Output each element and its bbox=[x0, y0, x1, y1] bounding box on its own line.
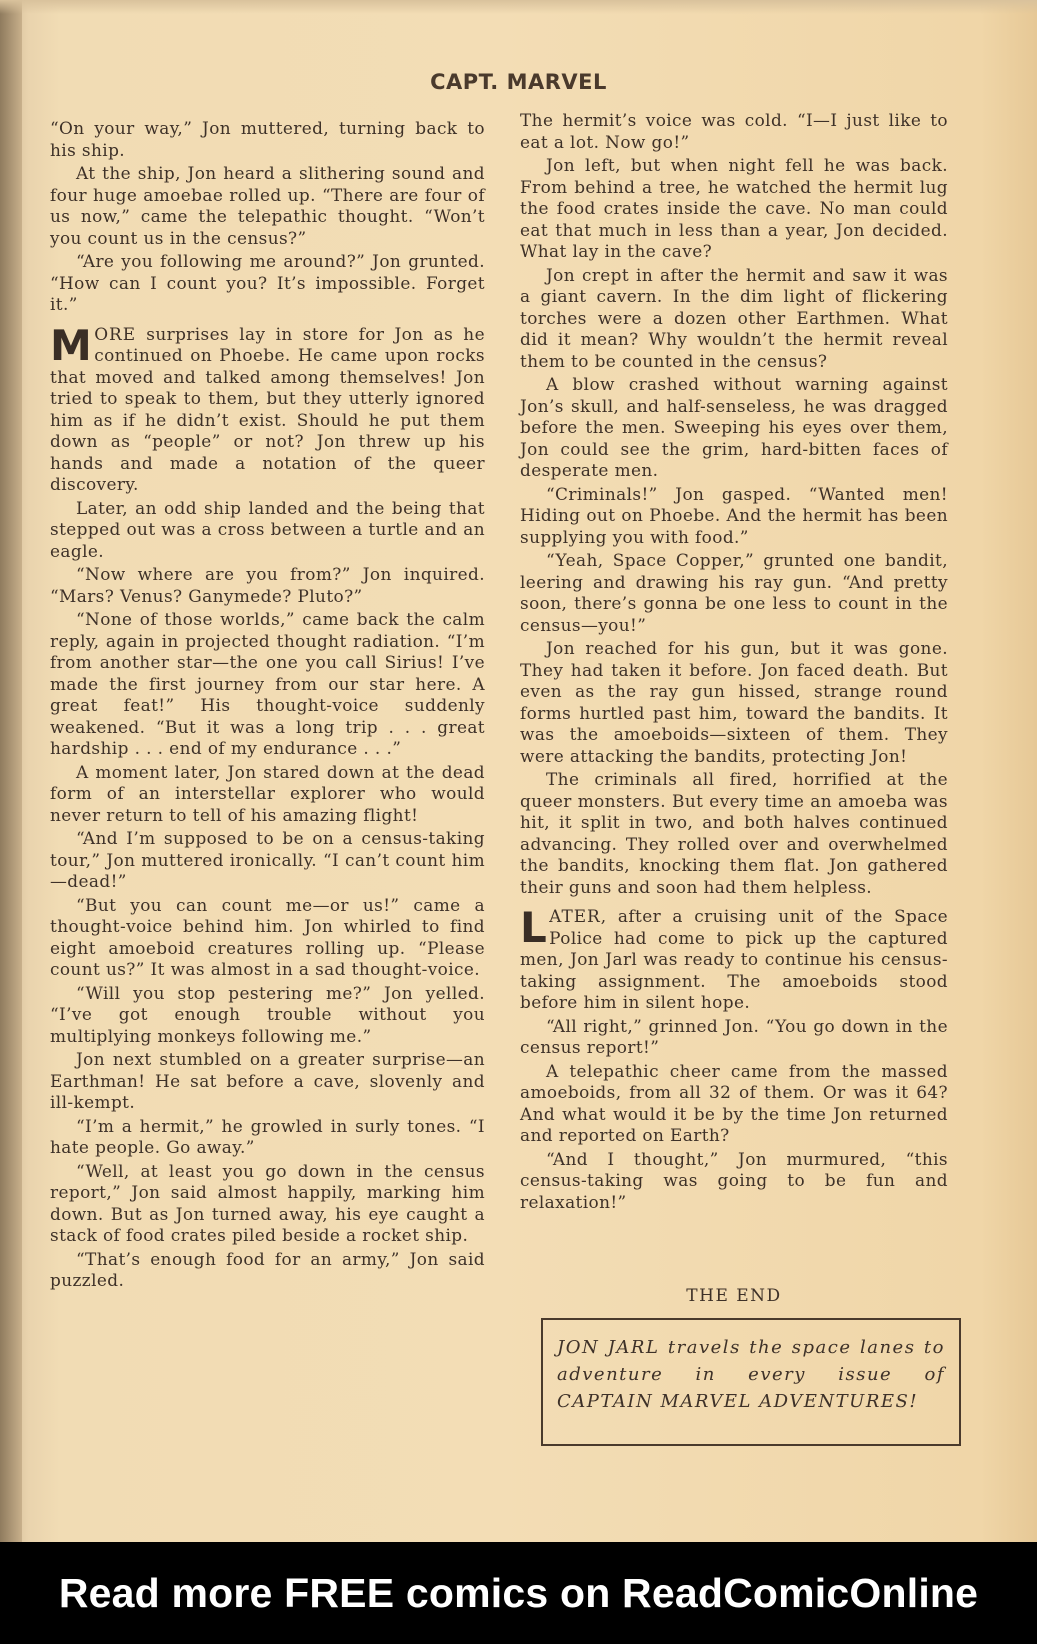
paragraph: “And I’m supposed to be on a census-taking tour,” Jon muttered ironically. “I can’t count him—dead!” bbox=[50, 828, 485, 891]
paragraph: “All right,” grinned Jon. “You go down in the census report!” bbox=[520, 1015, 948, 1057]
paragraph: The criminals all fired, horrified at the queer monsters. But every time an amoeba was hit, it split in two, and both halves continued advancing. They rolled over and overwhelmed the bandits, knocking them flat. Jon gathered their guns and soon had them helpless. bbox=[520, 769, 948, 897]
paragraph: Jon left, but when night fell he was back. From behind a tree, he watched the hermit lug the food crates inside the cave. No man could eat that much in less than a year, Jon decided. What lay in the cave? bbox=[520, 155, 948, 261]
paragraph: Later, an odd ship landed and the being that stepped out was a cross between a turtle and an eagle. bbox=[50, 497, 485, 561]
paragraph: A blow crashed without warning against Jon’s skull, and half-senseless, he was dragged before the men. Sweeping his eyes over them, Jon could see the grim, hard-bitten faces of desperate men. bbox=[520, 374, 948, 480]
paragraph: “Now where are you from?” Jon inquired. “Mars? Venus? Ganymede? Pluto?” bbox=[50, 564, 485, 606]
paragraph: The hermit’s voice was cold. “I—I just like to eat a lot. Now go!” bbox=[520, 110, 948, 152]
paragraph: “Criminals!” Jon gasped. “Wanted men! Hiding out on Phoebe. And the hermit has been supplying you with food.” bbox=[520, 483, 948, 547]
paragraph: “I’m a hermit,” he growled in surly tones. “I hate people. Go away.” bbox=[50, 1115, 485, 1157]
paragraph: “Well, at least you go down in the census report,” Jon said almost happily, marking him down. But as Jon turned away, his eye caught a stack of food crates piled beside a rocket ship. bbox=[50, 1160, 485, 1245]
left-column bbox=[50, 118, 485, 1294]
dropcap-paragraph bbox=[50, 320, 485, 496]
paragraph: “On your way,” Jon muttered, turning back to his ship. bbox=[50, 118, 485, 160]
page-edge bbox=[0, 0, 1037, 14]
paragraph: At the ship, Jon heard a slithering sound and four huge amoebae rolled up. “There are four of us now,” came the telepathic thought. “Won’t you count us in the census?” bbox=[50, 163, 485, 248]
dropcap-paragraph-text: surprises lay in store for Jon as he continued on Phoebe. He came upon rocks that moved and talked among themselves! Jon tried to speak to them, but they utterly ignored him as if he didn’t exist. Should he put them down as “people” or not? Jon threw up his hands and made a notation of the queer discovery. bbox=[50, 323, 485, 494]
site-banner[interactable] bbox=[0, 1542, 1037, 1644]
paragraph: “Will you stop pestering me?” Jon yelled. “I’ve got enough trouble without you multiplying monkeys following me.” bbox=[50, 982, 485, 1046]
paragraph: Jon next stumbled on a greater surprise—an Earthman! He sat before a cave, slovenly and ill-kempt. bbox=[50, 1049, 485, 1112]
dropcap-paragraph-text: , after a cruising unit of the Space Police had come to pick up the captured men, Jon Jarl was ready to continue his census-taking assignment. The amoeboids stood before him in silent hope. bbox=[520, 906, 948, 1012]
paragraph: “Yeah, Space Copper,” grunted one bandit, leering and drawing his ray gun. “And pretty soon, there’s gonna be one less to count in the census—you!” bbox=[520, 550, 948, 635]
right-column bbox=[520, 110, 948, 1215]
promo-text: JON JARL travels the space lanes to adventure in every issue of CAPTAIN MARVEL ADVENTURES! bbox=[557, 1337, 945, 1412]
paragraph: Jon crept in after the hermit and saw it was a giant cavern. In the dim light of flickering torches were a dozen other Earthmen. What did it mean? Why wouldn’t the hermit reveal them to be counted in the census? bbox=[520, 264, 948, 371]
dropcap-letter: M bbox=[50, 320, 93, 370]
paragraph: A moment later, Jon stared down at the dead form of an interstellar explorer who would never return to tell of his amazing flight! bbox=[50, 761, 485, 825]
dropcap-letter: L bbox=[520, 903, 548, 952]
page-header: CAPT. MARVEL bbox=[430, 70, 607, 94]
paragraph: “And I thought,” Jon murmured, “this census-taking was going to be fun and relaxation!” bbox=[520, 1148, 948, 1212]
paragraph: A telepathic cheer came from the massed amoeboids, from all 32 of them. Or was it 64? And what would it be by the time Jon returned and reported on Earth? bbox=[520, 1060, 948, 1145]
dropcap-word-rest: ORE bbox=[94, 323, 137, 344]
the-end-label: THE END bbox=[686, 1286, 782, 1306]
page-binding bbox=[0, 0, 22, 1542]
paragraph: “But you can count me—or us!” came a thought-voice behind him. Jon whirled to find eight amoeboid creatures rolling up. “Please count us?” It was almost in a sad thought-voice. bbox=[50, 894, 485, 979]
dropcap-paragraph bbox=[520, 903, 948, 1014]
paragraph: “None of those worlds,” came back the calm reply, again in projected thought radiation. “I’m from another star—the one you call Sirius! I’ve made the first journey from our star here. A great feat!” His thought-voice suddenly weakened. “But it was a long trip . . . great hardship . . . end of my endurance . . .” bbox=[50, 609, 485, 758]
promo-box bbox=[541, 1318, 961, 1446]
paragraph: “Are you following me around?” Jon grunted. “How can I count you? It’s impossible. Forget it.” bbox=[50, 251, 485, 314]
banner-text[interactable]: Read more FREE comics on ReadComicOnline bbox=[58, 1569, 979, 1616]
paragraph: “That’s enough food for an army,” Jon said puzzled. bbox=[50, 1248, 485, 1290]
paragraph: Jon reached for his gun, but it was gone. They had taken it before. Jon faced death. But even as the ray gun hissed, strange round forms hurtled past him, toward the bandits. It was the amoeboids—sixteen of them. They were attacking the bandits, protecting Jon! bbox=[520, 638, 948, 766]
dropcap-word-rest: ATER bbox=[549, 906, 601, 926]
